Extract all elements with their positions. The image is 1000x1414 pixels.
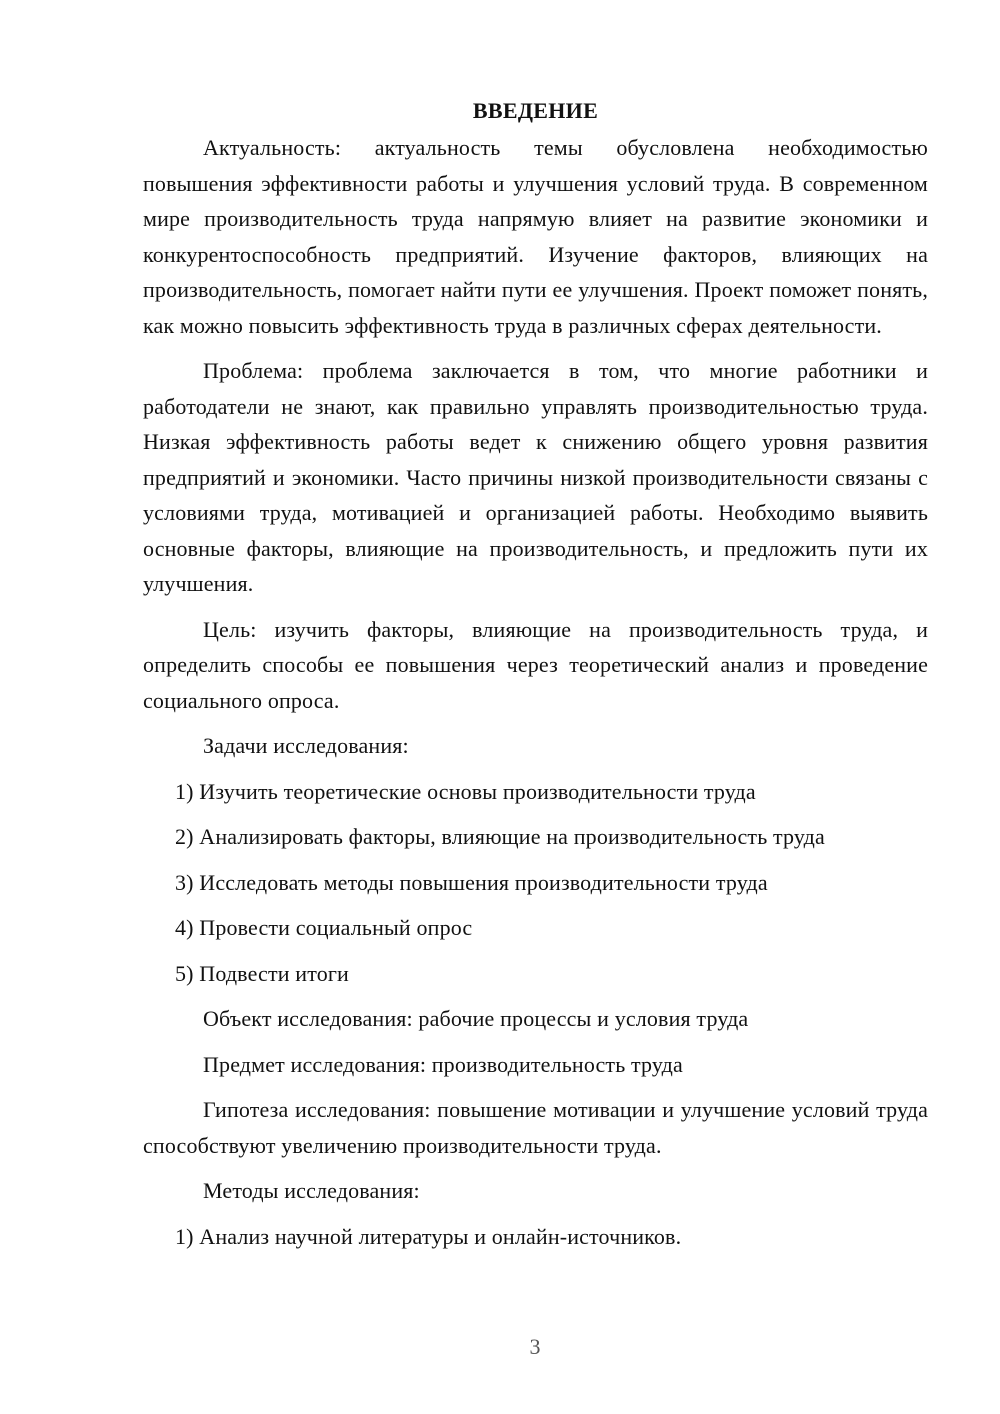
task-item-1: 1) Изучить теоретические основы производительности труда: [175, 778, 756, 804]
document-page: [143, 94, 928, 1264]
task-item-3: 3) Исследовать методы повышения производительности труда: [175, 869, 768, 895]
task-item-5: 5) Подвести итоги: [175, 960, 349, 986]
page-number: 3: [529, 1334, 541, 1359]
task-item-4: 4) Провести социальный опрос: [175, 915, 473, 940]
methods-title: Методы исследования:: [203, 1178, 420, 1203]
hypothesis-paragraph: Гипотеза исследования: повышение мотивации и улучшение условий труда способствуют увеличению производительности труда.: [143, 1097, 928, 1158]
task-item-2: 2) Анализировать факторы, влияющие на производительность труда: [175, 824, 825, 849]
method-item-1: 1) Анализ научной литературы и онлайн-источников.: [175, 1223, 682, 1249]
research-subject: Предмет исследования: производительность труда: [203, 1051, 683, 1077]
tasks-title: Задачи исследования:: [203, 733, 409, 758]
goal-paragraph: Цель: изучить факторы, влияющие на производительность труда, и определить способы ее повышения через теоретический анализ и проведение социального опроса.: [143, 616, 928, 713]
problem-paragraph: Проблема: проблема заключается в том, что многие работники и работодатели не знают, как правильно управлять производительностью труда. Низкая эффективность работы ведет к снижению общего уровня развития предприятий и экономики. Часто причины низкой производительности связаны с условиями труда, мотивацией и организацией работы. Необходимо выявить основные факторы, влияющие на производительность, и предложить пути их улучшения.: [143, 358, 928, 596]
section-heading: ВВЕДЕНИЕ: [472, 98, 599, 123]
research-object: Объект исследования: рабочие процессы и условия труда: [203, 1006, 749, 1031]
relevance-paragraph: Актуальность: актуальность темы обусловлена необходимостью повышения эффективности работы и улучшения условий труда. В современном мире производительность труда напрямую влияет на развитие экономики и конкурентоспособность предприятий. Изучение факторов, влияющих на производительность, помогает найти пути ее улучшения. Проект поможет понять, как можно повысить эффективность труда в различных сферах деятельности.: [143, 135, 928, 338]
